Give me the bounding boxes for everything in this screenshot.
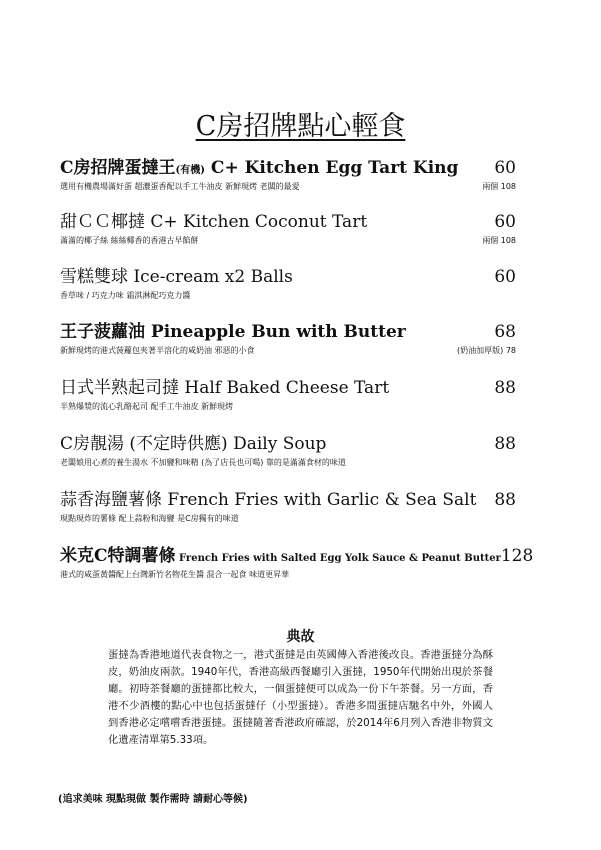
menu-item-note: 兩個 108 xyxy=(482,236,516,245)
menu-item xyxy=(60,429,516,468)
menu-item-name: 米克C特調薯條 French Fries with Salted Egg Yolk Sauce & Peanut Butter xyxy=(60,546,501,566)
menu-item xyxy=(60,207,516,246)
menu-item xyxy=(60,317,516,356)
story-title: 典故 xyxy=(286,629,315,645)
menu-item-price: 60 xyxy=(494,158,516,178)
menu-item-name: 日式半熟起司撻 Half Baked Cheese Tart xyxy=(60,378,390,398)
menu-item-name: C房招牌蛋撻王(有機) C+ Kitchen Egg Tart King xyxy=(60,158,459,178)
menu-item xyxy=(60,485,516,524)
menu-item-name: 甜ＣＣ椰撻 C+ Kitchen Coconut Tart xyxy=(60,212,368,232)
menu-item xyxy=(60,262,516,301)
menu-item-price: 60 xyxy=(494,212,516,232)
menu-item-price: 128 xyxy=(500,546,534,566)
menu-item-description: 新鮮現烤的港式菠蘿包夾著半溶化的咸奶油 邪惡的小食 xyxy=(60,346,255,355)
footer-note: (追求美味 現點現做 製作需時 請耐心等候) xyxy=(58,794,248,805)
menu-item-note: (奶油加厚版) 78 xyxy=(457,346,516,355)
menu-item-price: 88 xyxy=(494,490,516,510)
menu-item-price: 60 xyxy=(494,267,516,287)
menu-item-name: 雪糕雙球 Ice-cream x2 Balls xyxy=(60,267,293,287)
menu-item-description: 現點現炸的薯條 配上蒜粉和海鹽 是C房獨有的味道 xyxy=(60,514,239,523)
menu-item-description: 半熟爆漿的流心乳酪起司 配手工牛油皮 新鮮現烤 xyxy=(60,402,234,411)
menu-item-description: 滿滿的椰子絲 絲絲椰香的香港古早餡餅 xyxy=(60,236,199,245)
menu-item-description: 選用有機農場滿好蛋 超濃蛋香配以手工牛油皮 新鮮現烤 老闆的最愛 xyxy=(60,182,300,191)
menu-item-price: 88 xyxy=(494,434,516,454)
menu-item-name: 王子菠蘿油 Pineapple Bun with Butter xyxy=(60,322,406,342)
menu-item xyxy=(60,373,516,412)
story-paragraph: 蛋撻為香港地道代表食物之一，港式蛋撻是由英國傳入香港後改良。香港蛋撻分為酥皮，奶油皮兩款。1940年代，香港高級西餐廳引入蛋撻，1950年代開始出現於茶餐廳。初時茶餐廳的蛋撻都比較大，一個蛋撻便可以成為一份下午茶餐。另一方面，香港不少酒樓的點心中也包括蛋撻仔（小型蛋撻）。香港多間蛋撻店馳名中外，外國人到香港必定嚐嚐香港蛋撻。蛋撻隨著香港政府確認，於2014年6月列入香港非物質文化遺產清單第5.33項。 xyxy=(108,649,493,746)
menu-title: C房招牌點心輕食 xyxy=(195,111,406,142)
menu-item-price: 88 xyxy=(494,378,516,398)
menu-item-price: 68 xyxy=(494,322,516,342)
menu-item-description: 香草味 / 巧克力味 霜淇淋配巧克力醬 xyxy=(60,291,191,300)
menu-item xyxy=(60,541,534,580)
menu-item-description: 老闆娘用心煮的養生湯水 不加鹽和味精 (為了店長也可喝) 靠的是滿滿食材的味道 xyxy=(60,458,346,467)
menu-item-name: C房靚湯 (不定時供應) Daily Soup xyxy=(60,434,327,454)
menu-item-note: 兩個 108 xyxy=(482,182,516,191)
menu-item-name: 蒜香海鹽薯條 French Fries with Garlic & Sea Salt xyxy=(60,490,477,510)
menu-item xyxy=(60,153,516,192)
menu-item-description: 港式的咸蛋黃醬配上台灣新竹名物花生醬 混合一起食 味道更昇華 xyxy=(60,570,290,579)
